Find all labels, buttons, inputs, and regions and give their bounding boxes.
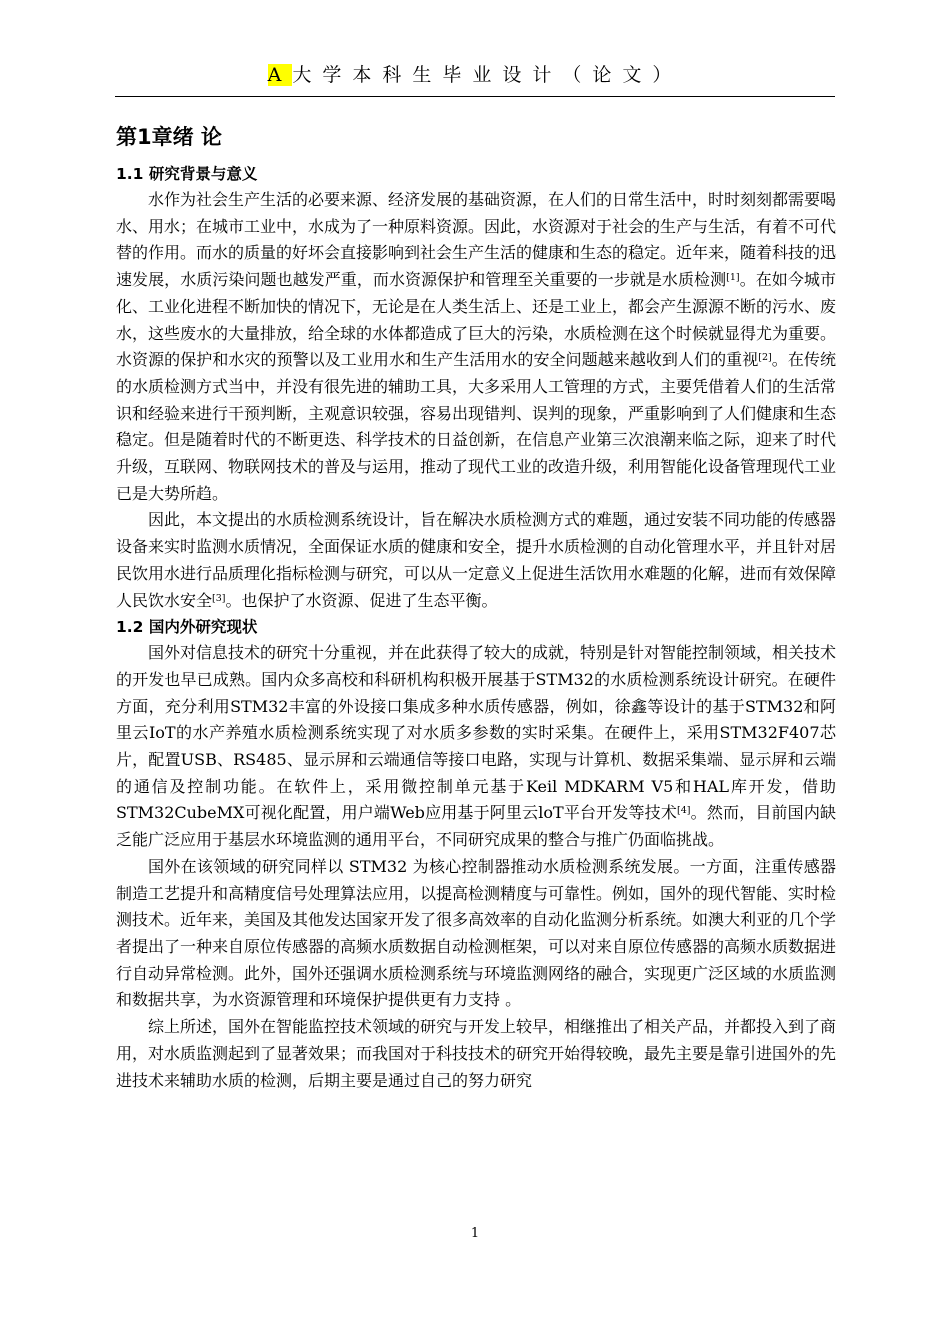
citation: [3] [212, 592, 226, 604]
header-title-line [115, 58, 835, 92]
paragraph-text: 。在如今城市化、工业化进程不断加快的情况下，无论是在人类生活上、还是工业上，都会产生源源不断的污水、废水，这些废水的大量排放，给全球的水体都造成了巨大的污染，水质检测在这个时候就显得尤为重要。水资源的保护和水灾的预警以及工业用水和生产生活用水的安全问题越来越收到人们的重视 [116, 270, 837, 370]
section-heading-1-2: 1.2 国内外研究现状 [116, 618, 258, 637]
document-body [116, 118, 836, 1094]
paragraph-text: 因此，本文提出的水质检测系统设计，旨在解决水质检测方式的难题，通过安装不同功能的传感器设备来实时监测水质情况，全面保证水质的健康和安全，提升水质检测的自动化管理水平，并且针对居民饮用水进行品质理化指标检测与研究，可以从一定意义上促进生活饮用水难题的化解，进而有效保障人民饮水安全 [116, 510, 837, 610]
chapter-title: 第1章绪 论 [116, 125, 222, 149]
paragraph-text: 。然而，目前国内缺乏能广泛应用于基层水环境监测的通用平台，不同研究成果的整合与推广仍面临挑战。 [116, 803, 836, 850]
paragraph: 综上所述，国外在智能监控技术领域的研究与开发上较早，相继推出了相关产品，并都投入到了商用，对水质监测起到了显著效果；而我国对于科技技术的研究开始得较晚，最先主要是靠引进国外的先进技术来辅助水质的检测，后期主要是通过自己的努力研究 [116, 1017, 837, 1090]
paragraph [116, 187, 836, 507]
header-title: 大学本科生毕业设计（论文） [292, 64, 683, 86]
paragraph-text: 国外对信息技术的研究十分重视，并在此获得了较大的成就，特别是针对智能控制领域，相关技术的开发也早已成熟。国内众多高校和科研机构积极开展基于STM32的水质检测系统设计研究。在硬件方面，充分利用STM32丰富的外设接口集成多种水质传感器，例如，徐鑫等设计的基于STM32和阿里云IoT的水产养殖水质检测系统实现了对水质多参数的实时采集。在硬件上，采用STM32F407芯片，配置USB、RS485、显示屏和云端通信等接口电路，实现与计算机、数据采集端、显示屏和云端的通信及控制功能。在软件上，采用微控制单元基于Keil MDKARM V5和HAL库开发，借助STM32CubeMX可视化配置，用户端Web应用基于阿里云loT平台开发等技术 [116, 643, 837, 823]
citation: [1] [726, 272, 740, 284]
citation: [2] [758, 352, 772, 364]
paragraph-text: 。在传统的水质检测方式当中，并没有很先进的辅助工具，大多采用人工管理的方式，主要凭借着人们的生活常识和经验来进行干预判断，主观意识较强，容易出现错判、误判的现象，严重影响到了人们健康和生态稳定。但是随着时代的不断更迭、科学技术的日益创新，在信息产业第三次浪潮来临之际，迎来了时代升级，互联网、物联网技术的普及与运用，推动了现代工业的改造升级，利用智能化设备管理现代工业已是大势所趋。 [116, 350, 837, 503]
citation: [4] [677, 805, 691, 817]
page-header [115, 58, 835, 97]
header-highlight: A [267, 64, 293, 86]
section-heading-1-1: 1.1 研究背景与意义 [116, 165, 258, 183]
page-number: 1 [470, 1226, 480, 1241]
paragraph [116, 640, 836, 854]
paragraph-text: 水作为社会生产生活的必要来源、经济发展的基础资源，在人们的日常生活中，时时刻刻都需要喝水、用水；在城市工业中，水成为了一种原料资源。因此，水资源对于社会的生产与生活，有着不可代替的作用。而水的质量的好坏会直接影响到社会生产生活的健康和生态的稳定。近年来，随着科技的迅速发展，水质污染问题也越发严重，而水资源保护和管理至关重要的一步就是水质检测 [116, 190, 837, 290]
paragraph: 国外在该领域的研究同样以 STM32 为核心控制器推动水质检测系统发展。一方面，注重传感器制造工艺提升和高精度信号处理算法应用，以提高检测精度与可靠性。例如，国外的现代智能、实时检测技术。近年来，美国及其他发达国家开发了很多高效率的自动化监测分析系统。如澳大利亚的几个学者提出了一种来自原位传感器的高频水质数据自动检测框架，可以对来自原位传感器的高频水质数据进行自动异常检测。此外，国外还强调水质检测系统与环境监测网络的融合，实现更广泛区域的水质监测和数据共享，为水资源管理和环境保护提供更有力支持 。 [116, 856, 837, 1010]
paragraph [116, 507, 836, 614]
paragraph-text: 。也保护了水资源、促进了生态平衡。 [225, 590, 498, 610]
